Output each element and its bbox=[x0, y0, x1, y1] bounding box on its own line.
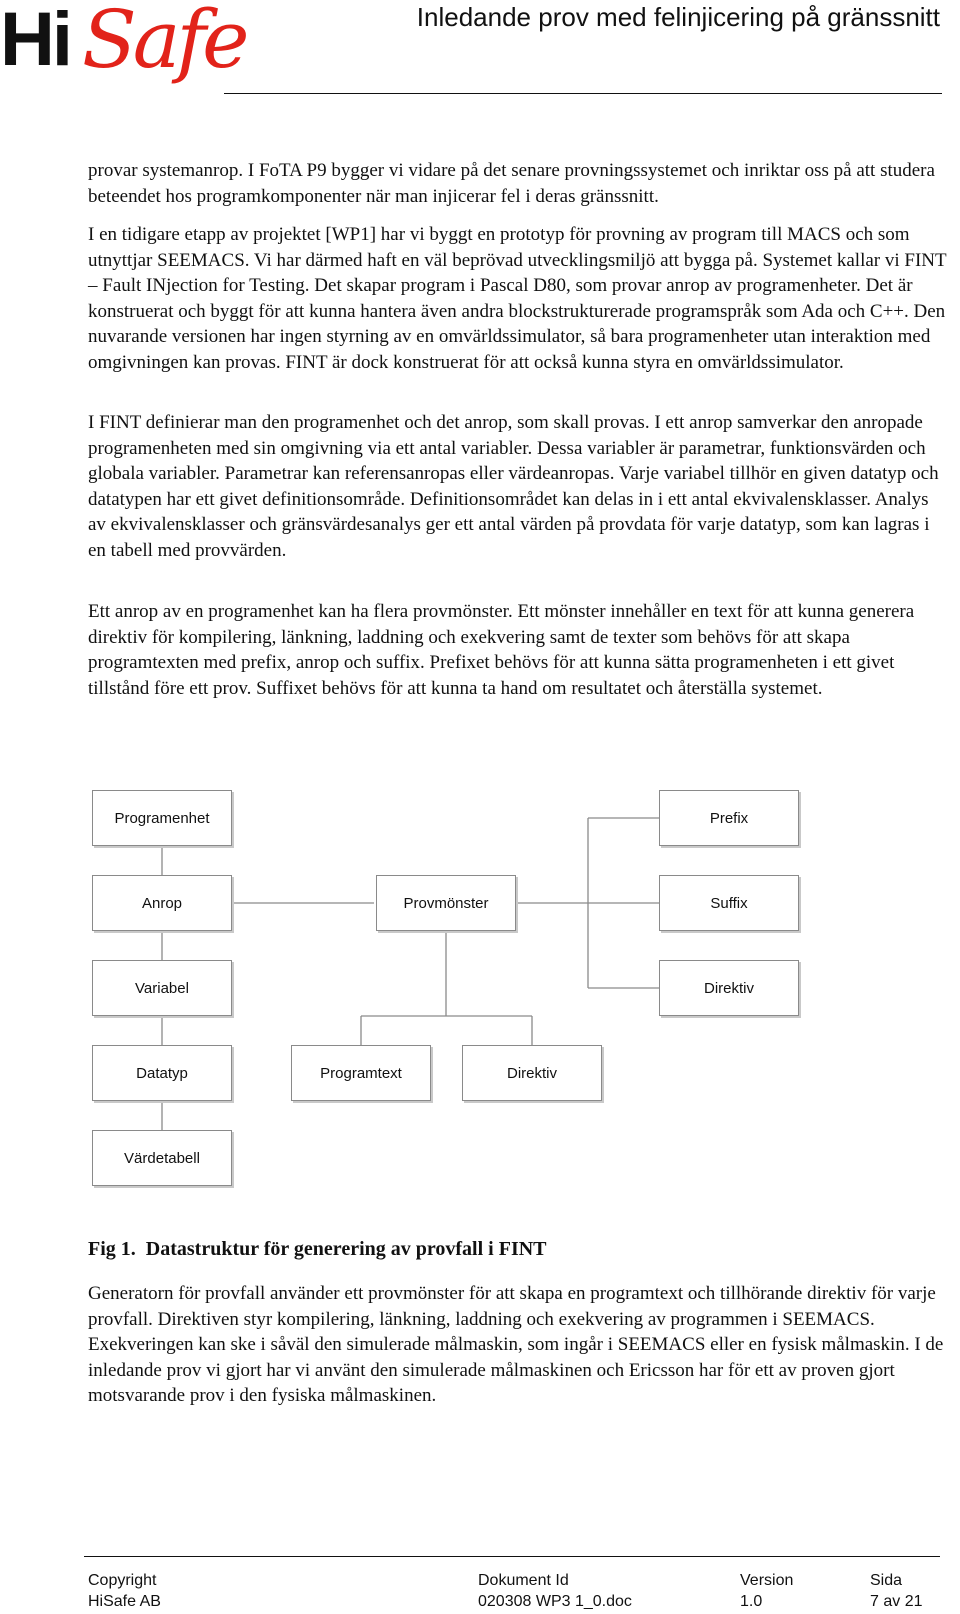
box-direktiv-bottom: Direktiv bbox=[462, 1045, 602, 1101]
paragraph-3: I FINT definierar man den programenhet och det anrop, som skall provas. I ett anrop samverkar den anropade programenheten med sin omgivning via ett antal variabler. Dessa variabler är parametrar, funktionsvärden och globala variabler. Parametrar kan referensanropas eller värdeanropas. Varje variabel tillhör en given datatyp och datatypen har ett givet definitionsområde. Definitionsområdet kan delas in i ett antal ekvivalensklasser. Analys av ekvivalensklasser och gränsvärdesanalys ger ett antal värden på provdata för varje datatyp, som kan lagras i en tabell med provvärden. bbox=[88, 412, 939, 561]
footer-version bbox=[740, 1570, 793, 1612]
hisafe-logo bbox=[0, 0, 246, 110]
figure-number: Fig 1. bbox=[88, 1238, 136, 1260]
footer-page-value: 7 av 21 bbox=[870, 1593, 923, 1610]
footer-version-value: 1.0 bbox=[740, 1593, 763, 1610]
box-variabel: Variabel bbox=[92, 960, 232, 1016]
figure-caption bbox=[88, 1238, 547, 1261]
paragraph-4: Ett anrop av en programenhet kan ha flera provmönster. Ett mönster innehåller en text för att kunna generera direktiv för kompilering, länkning, laddning och exekvering samt de texter som behövs för att skapa programtexten med prefix, anrop och suffix. Prefixet behövs för att kunna sätta programenheten i ett givet tillstånd före ett prov. Suffixet behövs för att kunna ta hand om resultatet och återställa systemet. bbox=[88, 601, 915, 699]
box-suffix: Suffix bbox=[659, 875, 799, 931]
figure-caption-text: Datastruktur för generering av provfall i FINT bbox=[145, 1238, 547, 1260]
box-prefix: Prefix bbox=[659, 790, 799, 846]
header-divider bbox=[224, 93, 942, 94]
footer-page bbox=[870, 1570, 922, 1612]
logo-safe-text: Safe bbox=[82, 0, 246, 86]
box-direktiv-right: Direktiv bbox=[659, 960, 799, 1016]
logo-hi-text: Hi bbox=[0, 0, 70, 82]
box-vardetabell: Värdetabell bbox=[92, 1130, 232, 1186]
footer-divider bbox=[84, 1556, 940, 1557]
paragraph-2: I en tidigare etapp av projektet [WP1] har vi byggt en prototyp för provning av program till MACS och som utnyttjar SEEMACS. Vi har därmed haft en väl beprövad utvecklingsmiljö att bygga på. Systemet kallar vi FINT – Fault INjection for Testing. Det skapar program i Pascal D80, som provar anrop av programenheter. Det är konstruerat och byggt för att kunna hantera även andra blockstrukturerade programspråk som Ada och C++. Den nuvarande versionen har ingen styrning av en omvärldssimulator, så bara programenheter utan interaktion med omgivningen kan provas. FINT är dock konstruerat för att också kunna styra en omvärldssimulator. bbox=[88, 224, 947, 373]
footer-copyright-label: Copyright bbox=[88, 1572, 157, 1589]
box-programenhet: Programenhet bbox=[92, 790, 232, 846]
footer-copyright-value: HiSafe AB bbox=[88, 1593, 161, 1610]
footer-docid-label: Dokument Id bbox=[478, 1572, 569, 1589]
footer-copyright bbox=[88, 1570, 161, 1612]
box-anrop: Anrop bbox=[92, 875, 232, 931]
document-title: Inledande prov med felinjicering på gränssnitt bbox=[416, 2, 940, 32]
footer-page-label: Sida bbox=[870, 1572, 903, 1589]
paragraph-5: Generatorn för provfall använder ett provmönster för att skapa en programtext och tillhörande direktiv för varje provfall. Direktiven styr kompilering, länkning, laddning och exekvering av programmen i SEEMACS. Exekveringen kan ske i såväl den simulerade målmaskin, som ingår i SEEMACS eller en fysisk målmaskin. I de inledande prov vi gjort har vi använt den simulerade målmaskinen och Ericsson har för ett av proven gjort motsvarande prov i den fysiska målmaskinen. bbox=[88, 1283, 944, 1406]
footer-version-label: Version bbox=[740, 1572, 794, 1589]
box-provmonster: Provmönster bbox=[376, 875, 516, 931]
paragraph-1: provar systemanrop. I FoTA P9 bygger vi vidare på det senare provningssystemet och inriktar oss på att studera beteendet hos programkomponenter när man injicerar fel i deras gränssnitt. bbox=[88, 160, 935, 207]
box-datatyp: Datatyp bbox=[92, 1045, 232, 1101]
footer-document-id bbox=[478, 1570, 632, 1612]
box-programtext: Programtext bbox=[291, 1045, 431, 1101]
footer-docid-value: 020308 WP3 1_0.doc bbox=[478, 1593, 632, 1610]
